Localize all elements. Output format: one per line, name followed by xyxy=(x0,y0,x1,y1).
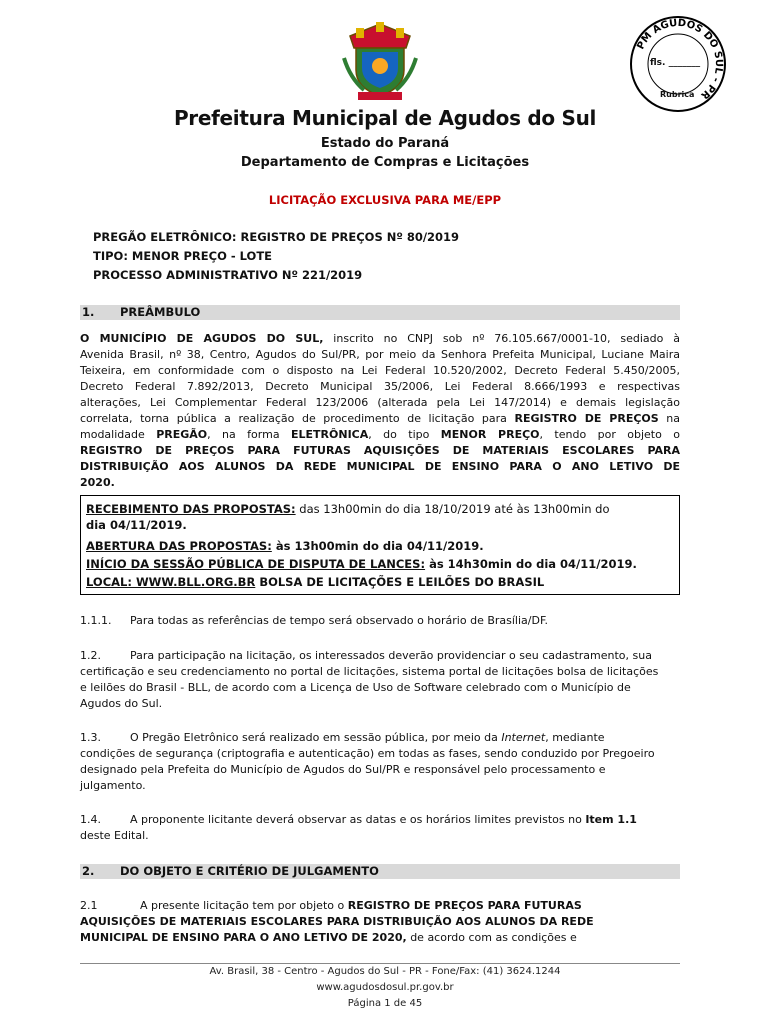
preamble-line: modalidade PREGÃO, na forma ELETRÔNICA, do tipo MENOR PREÇO, tendo por objeto o xyxy=(80,428,680,441)
preamble-line: alterações, Lei Complementar Federal 123/2006 (alterada pela Lei 147/2014) e demais legislação xyxy=(80,396,680,409)
item-1-3: 1.3. O Pregão Eletrônico será realizado em sessão pública, por meio da Internet, mediante condições de segurança (criptografia e autenticação) em todas as fases, sendo conduzido por Pregoeiro designado pela Prefeita do Município de Agudos do Sul/PR e responsável pelo processamento e julgamento. xyxy=(80,731,655,792)
meta-line: TIPO: MENOR PREÇO - LOTE xyxy=(93,249,273,263)
stamp-fls-label: fls. _______ xyxy=(650,58,701,68)
footer-website: www.agudosdosul.pr.gov.br xyxy=(316,982,454,993)
section-label: PREÂMBULO xyxy=(120,305,201,319)
svg-text:PM AGUDOS DO SUL - PR: PM AGUDOS DO SUL - PR xyxy=(635,17,725,101)
location-line: LOCAL: WWW.BLL.ORG.BR BOLSA DE LICITAÇÕES E LEILÕES DO BRASIL xyxy=(86,575,545,589)
stamp-rubrica-label: Rubrica xyxy=(660,90,695,99)
session-start-line: INÍCIO DA SESSÃO PÚBLICA DE DISPUTA DE LANCES: às 14h30min do dia 04/11/2019. xyxy=(86,557,637,571)
footer-divider xyxy=(80,963,680,964)
exclusive-notice: LICITAÇÃO EXCLUSIVA PARA ME/EPP xyxy=(268,193,502,207)
receipt-line-cont: dia 04/11/2019. xyxy=(86,518,187,532)
preamble-line: 2020. xyxy=(80,476,115,489)
section-header-preamble xyxy=(80,305,680,320)
preamble-line: Teixeira, em conformidade com o disposto na Lei Federal 10.520/2002, Decreto Federal 5.450/2005, xyxy=(80,364,680,377)
preamble-line: REGISTRO DE PREÇOS PARA FUTURAS AQUISIÇÕES DE MATERIAIS ESCOLARES PARA xyxy=(80,444,680,457)
meta-line: PREGÃO ELETRÔNICO: REGISTRO DE PREÇOS Nº 80/2019 xyxy=(93,230,460,244)
item-1-2: 1.2. Para participação na licitação, os interessados deverão providenciar o seu cadastramento, sua certificação e seu credenciamento no portal de licitações, sistema portal de licitações bolsa de licitações e leilões do Brasil - BLL, de acordo com a Licença de Uso de Software celebrado com o Município de Agudos do Sul. xyxy=(80,649,659,710)
department-subtitle: Departamento de Compras e Licitações xyxy=(240,155,530,170)
footer-address: Av. Brasil, 38 - Centro - Agudos do Sul - PR - Fone/Fax: (41) 3624.1244 xyxy=(209,966,561,977)
footer-page-number: Página 1 de 45 xyxy=(347,998,423,1009)
preamble-line: correlata, torna pública a realização de procedimento de licitação para REGISTRO DE PREÇOS na xyxy=(80,412,680,425)
section-header-object xyxy=(80,864,680,879)
item-2-1: 2.1 A presente licitação tem por objeto o REGISTRO DE PREÇOS PARA FUTURAS AQUISIÇÕES DE MATERIAIS ESCOLARES PARA DISTRIBUIÇÃO AOS ALUNOS DA REDE MUNICIPAL DE ENSINO PARA O ANO LETIVO DE 2020, de acordo com as condições e xyxy=(80,899,594,944)
opening-line: ABERTURA DAS PROPOSTAS: às 13h00min do dia 04/11/2019. xyxy=(86,539,484,553)
state-subtitle: Estado do Paraná xyxy=(320,136,450,151)
schedule-box xyxy=(80,495,680,595)
section-number: 1. xyxy=(82,305,95,319)
receipt-line: RECEBIMENTO DAS PROPOSTAS: das 13h00min do dia 18/10/2019 até às 13h00min do xyxy=(86,502,610,516)
item-1-4: 1.4. A proponente licitante deverá observar as datas e os horários limites previstos no Item 1.1 deste Edital. xyxy=(80,813,637,842)
section-label: DO OBJETO E CRITÉRIO DE JULGAMENTO xyxy=(120,864,379,878)
page-title: Prefeitura Municipal de Agudos do Sul xyxy=(173,106,597,130)
municipal-crest-logo xyxy=(340,18,420,102)
preamble-line: DISTRIBUIÇÃO AOS ALUNOS DA REDE MUNICIPAL DE ENSINO PARA O ANO LETIVO DE xyxy=(80,460,680,473)
preamble-line: Decreto Federal 7.892/2013, Decreto Municipal 35/2006, Lei Federal 8.666/1993 e respectivas xyxy=(80,380,680,393)
section-number: 2. xyxy=(82,864,95,878)
item-1-1-1: 1.1.1. Para todas as referências de tempo será observado o horário de Brasília/DF. xyxy=(80,614,549,627)
preamble-line: O MUNICÍPIO DE AGUDOS DO SUL, inscrito no CNPJ sob nº 76.105.667/0001-10, sediado à xyxy=(80,332,680,345)
meta-line: PROCESSO ADMINISTRATIVO Nº 221/2019 xyxy=(93,268,363,282)
preamble-paragraph xyxy=(80,331,680,491)
preamble-line: Avenida Brasil, nº 38, Centro, Agudos do Sul/PR, por meio da Senhora Prefeita Municipal, Luciane Maira xyxy=(80,348,680,361)
